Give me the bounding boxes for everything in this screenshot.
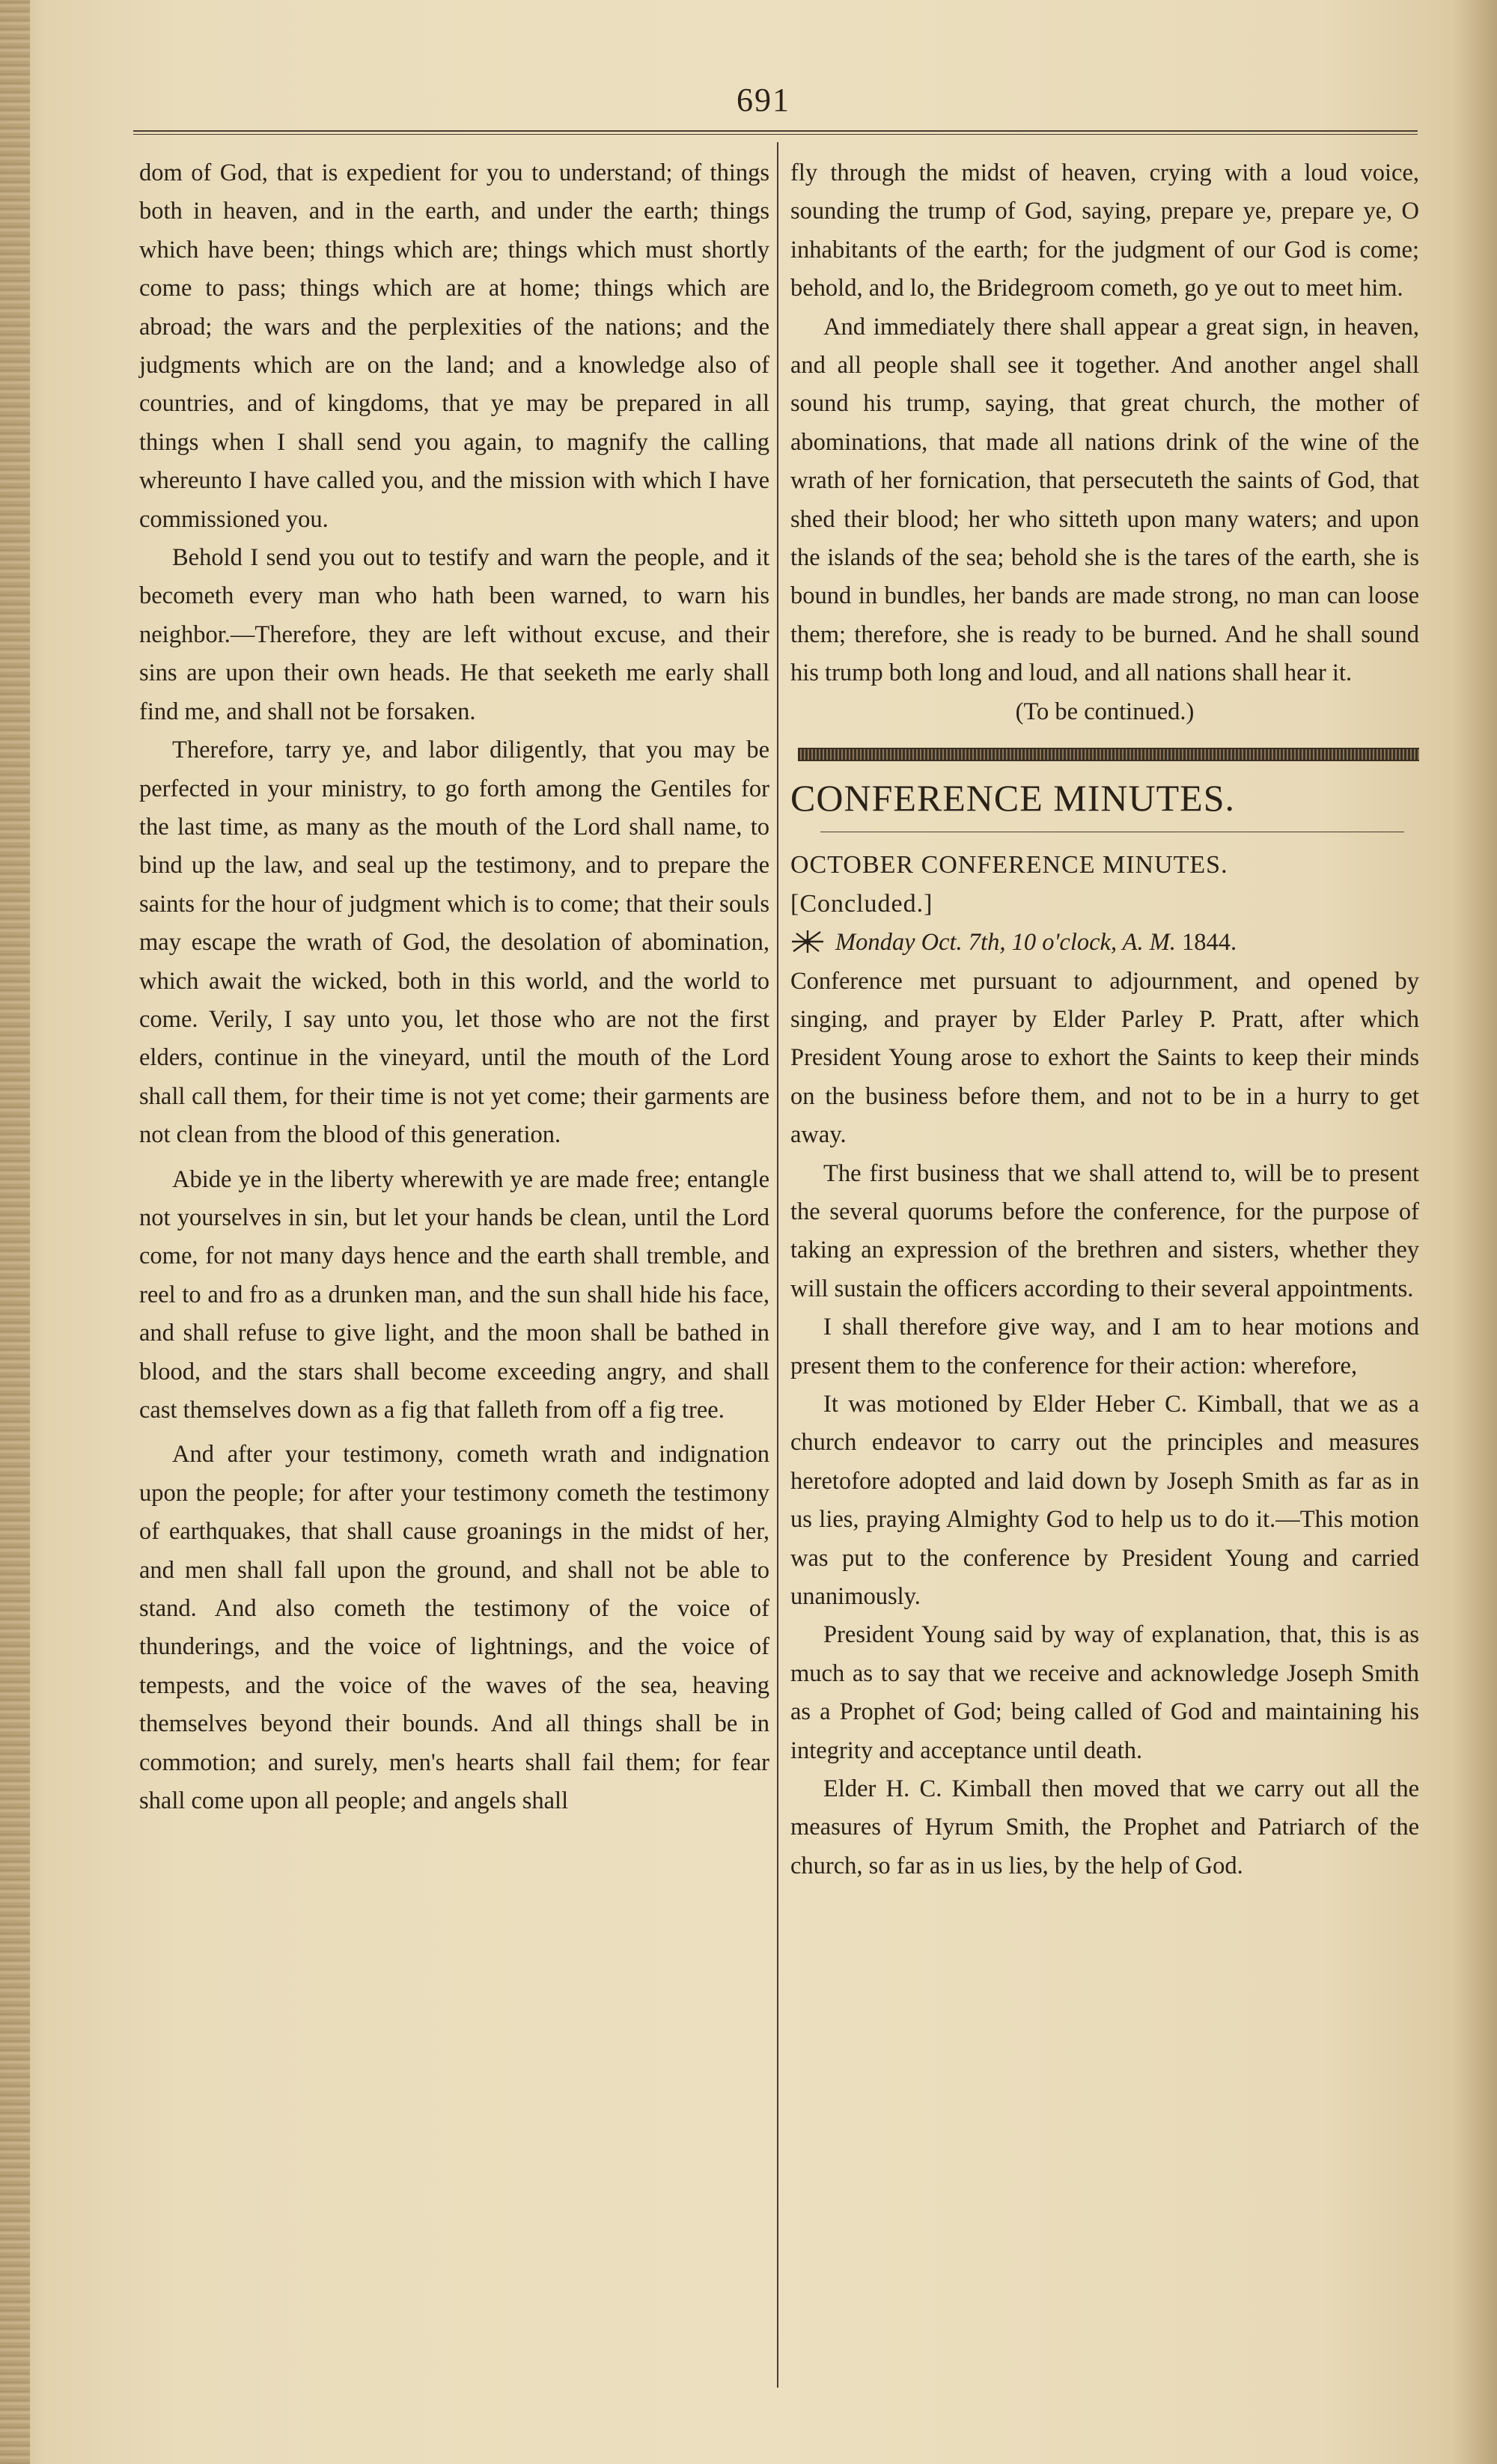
left-paragraph-2: Behold I send you out to testify and warn the people, and it becometh every man who hath been warned, to warn his neighbor.—Therefore, they are left without excuse, and their sins are upon their own heads. He that seeketh me early shall find me, and shall not be forsaken. xyxy=(139,544,769,725)
page-number: 691 xyxy=(737,82,790,118)
left-paragraph-1: dom of God, that is expedient for you to understand; of things both in heaven, and in the earth, and under the earth; things which have been; things which are; things which must shortly come to pass; things which are at home; things which are abroad; the wars and the perplexities of the nations; and the judgments which are on the land; and a knowledge also of countries, and of kingdoms, that ye may be prepared in all things when I shall send you again, to magnify the calling whereunto I have called you, and the mission with which I have commissioned you. xyxy=(139,159,769,533)
dateline xyxy=(790,924,1419,962)
dateline-text: Monday Oct. 7th, 10 o'clock, A. M. xyxy=(835,929,1176,957)
section-divider-rule xyxy=(798,748,1419,761)
right-column xyxy=(790,154,1419,1885)
article-subtitle: [Concluded.] xyxy=(790,890,933,918)
left-paragraph-5: And after your testimony, cometh wrath and indignation upon the people; for after your testimony cometh the testimony of earthquakes, that shall cause groanings in the midst of her, and men shall fall upon the ground, and shall not be able to stand. And also cometh the testimony of the voice of thunderings, and the voice of lightnings, and the voice of tempests, and the voice of the waves of the sea, heaving themselves beyond their bounds. And all things shall be in commotion; and surely, men's hearts shall fail them; for fear shall come upon all people; and angels shall xyxy=(139,1441,769,1815)
left-paragraph-4: Abide ye in the liberty wherewith ye are made free; entangle not yourselves in sin, but let your hands be clean, until the Lord come, for not many days hence and the earth shall tremble, and reel to and fro as a drunken man, and the sun shall hide his face, and shall refuse to give light, and the moon shall be bathed in blood, and the stars shall become exceeding angry, and shall cast themselves down as a fig that falleth from off a fig tree. xyxy=(139,1165,769,1424)
minutes-paragraph-5: President Young said by way of explanation, that, this is as much as to say that we receive and acknowledge Joseph Smith as a Prophet of God; being called of God and maintaining his integrity and acceptance until death. xyxy=(790,1621,1419,1764)
minutes-paragraph-4: It was motioned by Elder Heber C. Kimball, that we as a church endeavor to carry out the principles and measures heretofore adopted and laid down by Joseph Smith as far as in us lies, praying Almighty God to help us to do it.—This motion was put to the conference by President Young and carried unanimously. xyxy=(790,1390,1419,1610)
header-rule xyxy=(133,130,1418,135)
to-be-continued: (To be continued.) xyxy=(1015,698,1195,725)
left-column xyxy=(139,154,769,1820)
left-paragraph-3: Therefore, tarry ye, and labor diligently, that you may be perfected in your ministry, to go forth among the Gentiles for the last time, as many as the mouth of the Lord shall name, to bind up the law, and seal up the testimony, and to prepare the saints for the hour of judgment which is to come; that their souls may escape the wrath of God, the desolation of abomination, which await the wicked, both in this world, and the world to come. Verily, I say unto you, let those who are not the first elders, continue in the vineyard, until the mouth of the Lord shall call them, for their time is not yet come; their garments are not clean from the blood of this generation. xyxy=(139,737,769,1149)
fleuron-ornament-icon xyxy=(790,928,825,954)
minutes-paragraph-2: The first business that we shall attend to, will be to present the several quorums before the conference, for the purpose of taking an expression of the brethren and sisters, whether they will sustain the officers according to their several appointments. xyxy=(790,1159,1419,1302)
dateline-year: 1844. xyxy=(1182,929,1237,957)
section-title: CONFERENCE MINUTES. xyxy=(790,777,1236,820)
minutes-paragraph-6: Elder H. C. Kimball then moved that we carry out all the measures of Hyrum Smith, the Prophet and Patriarch of the church, so far as in us lies, by the help of God. xyxy=(790,1775,1419,1879)
article-title: OCTOBER CONFERENCE MINUTES. xyxy=(790,851,1228,879)
minutes-paragraph-3: I shall therefore give way, and I am to hear motions and present them to the conference for their action: wherefore, xyxy=(790,1314,1419,1379)
column-divider xyxy=(777,142,778,2388)
right-paragraph-1: fly through the midst of heaven, crying with a loud voice, sounding the trump of God, saying, prepare ye, prepare ye, O inhabitants of the earth; for the judgment of our God is come; behold, and lo, the Bridegroom cometh, go ye out to meet him. xyxy=(790,159,1419,302)
minutes-paragraph-1: Conference met pursuant to adjournment, and opened by singing, and prayer by Elder Parley P. Pratt, after which President Young arose to exhort the Saints to keep their minds on the business before them, and not to be in a hurry to get away. xyxy=(790,967,1419,1149)
right-paragraph-2: And immediately there shall appear a great sign, in heaven, and all people shall see it together. And another angel shall sound his trump, saying, that great church, the mother of abominations, that made all nations drink of the wine of the wrath of her fornication, that persecuteth the saints of God, that shed their blood; her who sitteth upon many waters; and upon the islands of the sea; behold she is the tares of the earth, she is bound in bundles, her bands are made strong, no man can loose them; therefore, she is ready to be burned. And he shall sound his trump both long and loud, and all nations shall hear it. xyxy=(790,313,1419,687)
page-binding-edge xyxy=(0,0,30,2464)
